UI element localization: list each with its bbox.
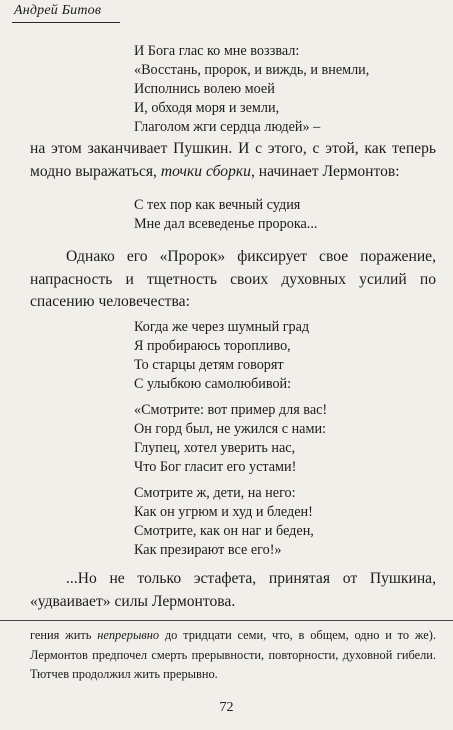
verse-line: Исполнись волею моей	[134, 81, 275, 97]
footnote-emphasis: непрерывно	[97, 628, 160, 642]
paragraph-prophet-defeat	[30, 246, 436, 314]
footnote	[30, 626, 436, 685]
verse-line: Я пробираюсь торопливо,	[134, 338, 291, 354]
verse-line: «Восстань, пророк, и виждь, и внемли,	[134, 62, 370, 78]
verse-line: «Смотрите: вот пример для вас!	[134, 402, 328, 418]
verse-stanza-1	[134, 318, 309, 394]
verse-lermontov-opening	[134, 196, 317, 234]
verse-line: Мне дал всеведенье пророка...	[134, 216, 318, 232]
verse-line: Смотрите, как он наг и беден,	[134, 523, 314, 539]
footnote-text: гения жить	[30, 628, 98, 642]
running-head: Андрей Битов	[14, 3, 102, 18]
footnote-text: до тридцати семи, что, в общем, одно и то же). Лермонтов предпочел смерть прерывности, повторности, духовной гибели. Тютчев продолжил жить прерывно.	[30, 628, 436, 681]
verse-line: С улыбкою самолюбивой:	[134, 376, 292, 392]
verse-pushkin	[134, 42, 369, 137]
paragraph-pushkin-ends	[30, 138, 436, 183]
paragraph-text: ...Но не только эстафета, принятая от Пушкина, «удваивает» силы Лермонтова.	[30, 570, 436, 610]
footnote-rule	[0, 620, 453, 621]
verse-line: И, обходя моря и земли,	[134, 100, 280, 116]
paragraph-text: на этом заканчивает Пушкин. И с этого, с этой, как теперь модно выражаться,	[30, 140, 436, 180]
emphasis-text: точки сборки	[160, 162, 251, 180]
verse-stanza-3	[134, 484, 314, 560]
running-head-rule	[12, 22, 120, 23]
verse-line: Как презирают все его!»	[134, 542, 282, 558]
paragraph-relay	[30, 568, 436, 613]
paragraph-text: Однако его «Пророк» фиксирует свое поражение, напрасность и тщетность своих духовных усилий по спасению человечества:	[30, 248, 436, 310]
verse-stanza-2	[134, 401, 327, 477]
verse-line: С тех пор как вечный судия	[134, 197, 301, 213]
verse-line: То старцы детям говорят	[134, 357, 284, 373]
verse-line: Он горд был, не ужился с нами:	[134, 421, 326, 437]
paragraph-text: , начинает Лермонтов:	[250, 162, 400, 180]
verse-line: Смотрите ж, дети, на него:	[134, 485, 296, 501]
verse-line: И Бога глас ко мне воззвал:	[134, 43, 300, 59]
verse-line: Глаголом жги сердца людей» –	[134, 119, 321, 135]
verse-line: Что Бог гласит его устами!	[134, 459, 297, 475]
verse-line: Когда же через шумный град	[134, 319, 310, 335]
verse-line: Как он угрюм и худ и бледен!	[134, 504, 313, 520]
page-number: 72	[219, 700, 234, 715]
verse-line: Глупец, хотел уверить нас,	[134, 440, 296, 456]
